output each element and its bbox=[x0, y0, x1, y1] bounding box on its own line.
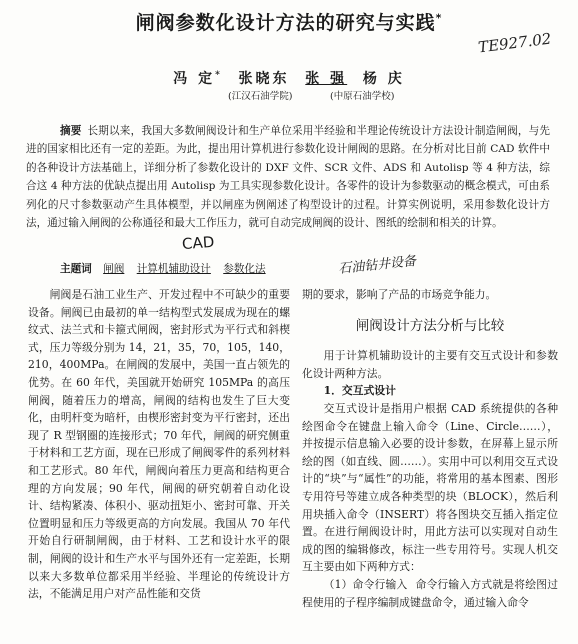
list-item-1-text: 命令行输入方式就是将绘图过程使用的子程序编制成键盘命令，通过输入命令 bbox=[302, 577, 558, 609]
keyword-3: 参数化法 bbox=[223, 263, 266, 275]
body-left-column bbox=[28, 286, 290, 603]
abstract-text: 长期以来，我国大多数闸阀设计和生产单位采用半经验和半理论传统设计方法设计制造闸阀，与先进的国家相比还有一定的差距。为此，提出用计算机进行参数化设计闸阀的思路。在分析对比目前 CAD 软件中的各种设计方法基础上，详细分析了参数化设计的 DXF 文件、SCR 文件、ADS 和 Autolisp 等 4 种方法，综合这 4 种方法的优缺点提出用 Autolisp 为工具实现参数化设计。各零件的设计为参数驱动的概念模式，可由系列化的尺寸参数驱动产生具体模型，并以闸座为例阐述了构型设计的过程。计算实例说明，采用参数化设计方法，通过输入闸阀的公称通径和最大工作压力，就可自动完成闸阀的设计、图纸的绘制和相关的计算。 bbox=[26, 125, 551, 230]
affiliation-2: (中原石油学校) bbox=[330, 91, 395, 102]
handwritten-reference: TE927.02 bbox=[477, 29, 553, 57]
abstract-label: 摘要 bbox=[60, 125, 82, 137]
handwritten-note: 石油钻井设备 bbox=[337, 253, 417, 278]
title-text: 闸阀参数化设计方法的研究与实践 bbox=[135, 12, 436, 34]
author-3: 张 强 bbox=[305, 71, 348, 87]
affiliation-1: (江汉石油学院) bbox=[228, 91, 293, 102]
keywords bbox=[60, 261, 275, 276]
keyword-2: 计算机辅助设计 bbox=[136, 263, 211, 275]
handwritten-cad-annotation: CAD bbox=[181, 232, 215, 254]
list-item-1 bbox=[302, 576, 558, 611]
page-title bbox=[0, 8, 578, 35]
keyword-1: 闸阀 bbox=[103, 263, 125, 275]
subsection-paragraph-1: 交互式设计是指用户根据 CAD 系统提供的各种绘图命令在键盘上输入命令（Line、Circle……），并按提示信息输入必要的设计参数，在屏幕上显示所绘的图（如直线、圆……）。实用中可以利用交互式设计的“块”与“属性”的功能，将常用的基本图素、图形专用符号等建立成各种类型的块（BLOCK），然后利用块插入命令（INSERT）将各图块交互插入指定位置。在进行闸阀设计时，用此方法可以实现对自动生成的图的编辑修改，标注一些专用符号。实现人机交互主要由如下两种方式： bbox=[302, 401, 558, 574]
abstract bbox=[26, 122, 550, 232]
keywords-label: 主题词 bbox=[60, 263, 92, 275]
right-continuation: 期的要求，影响了产品的市场竞争能力。 bbox=[302, 288, 497, 301]
list-item-1-label: （1）命令行输入 bbox=[323, 577, 408, 591]
author-2: 张晓东 bbox=[238, 71, 290, 87]
body-right-column bbox=[302, 286, 558, 611]
section-heading: 闸阀设计方法分析与比较 bbox=[355, 317, 505, 334]
author-list: 冯 定* 张晓东 张 强 杨 庆 bbox=[173, 70, 405, 87]
subsection-heading-1: 1．交互式设计 bbox=[323, 384, 396, 398]
title-footnote-mark: * bbox=[435, 11, 443, 25]
author-4: 杨 庆 bbox=[362, 71, 405, 87]
left-paragraph: 闸阀是石油工业生产、开发过程中不可缺少的重要设备。闸阀已由最初的单一结构型式发展成为现在的螺纹式、法兰式和卡箍式闸阀，密封形式为平行式和斜楔式，压力等级分别为 14，21，35，70，105，140，210，400MPa。在闸阀的发展中，美国一直占领先的优势。在 60 年代，美国就开始研究 105MPa 的高压闸阀，随着压力的增高，闸阀的结构也发生了巨大变化，由明杆变为暗杆，由楔形密封变为平行密封，还出现了 R 型钢圈的连接形式；70 年代，闸阀的研究侧重于材料和工艺方面，现在已形成了闸阀零件的系列材料和工艺形式。80 年代，闸阀向着压力更高和结构更合理的方向发展；90 年代，闸阀的研究朝着自动化设计、结构紧凑、体积小、驱动扭矩小、密封可靠、开关位置明显和压力等级更高的方向发展。我国从 70 年代开始自行研制闸阀，由于材料、工艺和设计水平的限制，闸阀的设计和生产水平与国外还有一定差距，长期以来大多数单位都采用半经验、半理论的传统设计方法，不能满足用户对产品性能和交货 bbox=[28, 288, 290, 601]
author-1: 冯 定 bbox=[173, 71, 216, 87]
section-intro: 用于计算机辅助设计的主要有交互式设计和参数化设计两种方法。 bbox=[302, 349, 558, 380]
